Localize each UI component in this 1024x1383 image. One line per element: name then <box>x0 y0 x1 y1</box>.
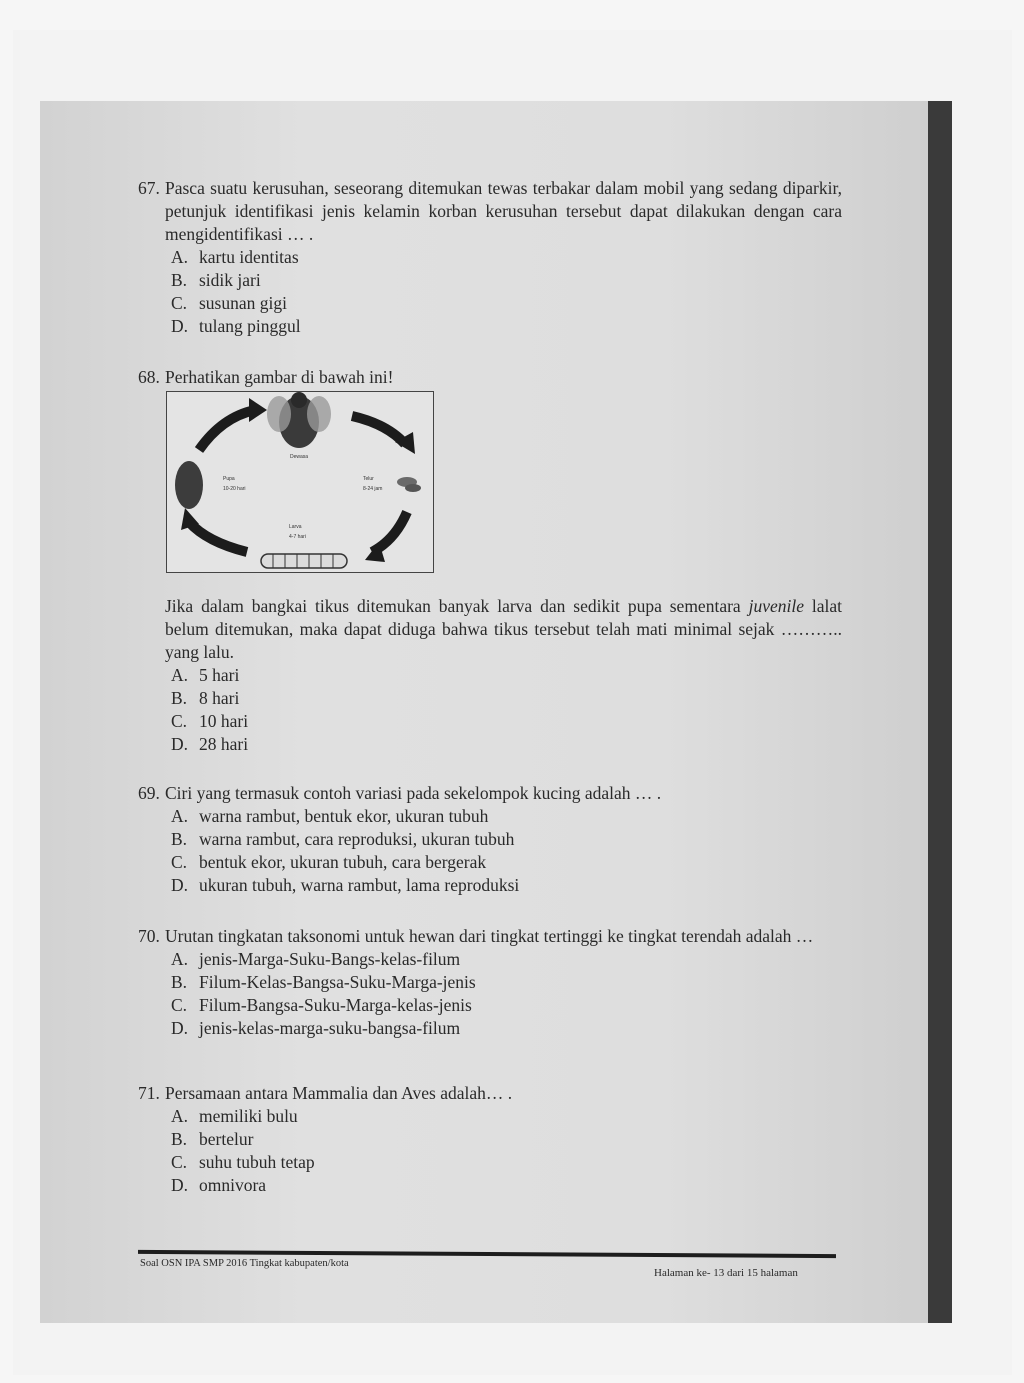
option-text: 28 hari <box>199 734 249 754</box>
option-text: tulang pinggul <box>199 316 301 336</box>
question-text <box>165 595 842 664</box>
option-text: 5 hari <box>199 665 240 685</box>
cycle-arrow-icon <box>199 410 255 450</box>
question-number: 67. <box>138 178 160 198</box>
options-list <box>171 246 842 338</box>
question-number: 70. <box>138 926 160 946</box>
option-text: susunan gigi <box>199 293 287 313</box>
option-a <box>171 805 842 828</box>
option-d <box>171 733 842 756</box>
footer-exam-title: Soal OSN IPA SMP 2016 Tingkat kabupaten/kota <box>140 1258 349 1269</box>
options-list <box>171 1105 842 1197</box>
option-text: memiliki bulu <box>199 1106 298 1126</box>
label-larva: Larva <box>289 524 302 530</box>
option-d <box>171 1017 842 1040</box>
option-letter: A. <box>171 806 189 826</box>
fly-life-cycle-figure <box>166 391 434 573</box>
option-letter: D. <box>171 734 189 754</box>
option-text: warna rambut, bentuk ekor, ukuran tubuh <box>199 806 489 826</box>
option-d <box>171 315 842 338</box>
option-letter: C. <box>171 293 188 313</box>
option-text: Filum-Kelas-Bangsa-Suku-Marga-jenis <box>199 972 476 992</box>
option-letter: A. <box>171 949 189 969</box>
option-text: ukuran tubuh, warna rambut, lama reproduksi <box>199 875 520 895</box>
label-larva-time: 4-7 hari <box>289 534 306 540</box>
larva-icon <box>261 554 347 568</box>
eggs-icon <box>397 477 421 492</box>
option-letter: D. <box>171 316 189 336</box>
option-letter: C. <box>171 711 188 731</box>
option-d <box>171 1174 842 1197</box>
option-letter: C. <box>171 852 188 872</box>
question-number: 71. <box>138 1083 160 1103</box>
option-letter: A. <box>171 665 189 685</box>
option-a <box>171 246 842 269</box>
option-text: sidik jari <box>199 270 261 290</box>
option-a <box>171 948 842 971</box>
option-b <box>171 687 842 710</box>
arrow-head-icon <box>249 398 267 422</box>
option-b <box>171 1128 842 1151</box>
option-text: omnivora <box>199 1175 267 1195</box>
option-text: jenis-kelas-marga-suku-bangsa-filum <box>199 1018 461 1038</box>
option-text: kartu identitas <box>199 247 299 267</box>
question-text: Pasca suatu kerusuhan, seseorang ditemukan tewas terbakar dalam mobil yang sedang diparkir, petunjuk identifikasi jenis kelamin korban kerusuhan tersebut dapat dilakukan dengan cara mengidentifikasi … . <box>165 178 842 244</box>
option-letter: A. <box>171 247 189 267</box>
question-text: Ciri yang termasuk contoh variasi pada sekelompok kucing adalah … . <box>165 783 662 803</box>
option-letter: C. <box>171 1152 188 1172</box>
label-telur: Telur <box>363 476 374 482</box>
option-c <box>171 1151 842 1174</box>
life-cycle-diagram <box>167 392 433 572</box>
question-text: Persamaan antara Mammalia dan Aves adalah… . <box>165 1083 513 1103</box>
option-text: jenis-Marga-Suku-Bangs-kelas-filum <box>199 949 461 969</box>
question-intro: Perhatikan gambar di bawah ini! <box>165 367 394 387</box>
option-c <box>171 994 842 1017</box>
options-list <box>171 948 842 1040</box>
question-71 <box>138 1082 842 1197</box>
label-telur-time: 8-24 jam <box>363 486 383 492</box>
options-list <box>171 664 842 756</box>
option-letter: B. <box>171 270 188 290</box>
option-text: 10 hari <box>199 711 249 731</box>
option-text: bentuk ekor, ukuran tubuh, cara bergerak <box>199 852 487 872</box>
options-list <box>171 805 842 897</box>
option-text: warna rambut, cara reproduksi, ukuran tubuh <box>199 829 515 849</box>
option-b <box>171 828 842 851</box>
option-a <box>171 1105 842 1128</box>
question-69 <box>138 782 842 897</box>
option-letter: B. <box>171 829 188 849</box>
option-text: 8 hari <box>199 688 240 708</box>
label-pupa: Pupa <box>223 476 235 482</box>
option-text: Filum-Bangsa-Suku-Marga-kelas-jenis <box>199 995 472 1015</box>
question-text: Urutan tingkatan taksonomi untuk hewan dari tingkat tertinggi ke tingkat terendah adalah … <box>165 926 814 946</box>
option-letter: B. <box>171 972 188 992</box>
question-number: 69. <box>138 783 160 803</box>
option-letter: C. <box>171 995 188 1015</box>
label-dewasa: Dewasa <box>289 454 309 460</box>
adult-fly-icon <box>267 392 331 448</box>
option-b <box>171 971 842 994</box>
label-pupa-time: 10-20 hari <box>223 486 246 492</box>
option-letter: D. <box>171 875 189 895</box>
pupa-icon <box>175 461 203 509</box>
option-c <box>171 710 842 733</box>
option-letter: B. <box>171 688 188 708</box>
question-number: 68. <box>138 367 160 387</box>
question-text-italic: juvenile <box>748 596 804 616</box>
option-a <box>171 664 842 687</box>
question-67 <box>138 177 842 338</box>
cycle-arrow-icon <box>352 416 405 444</box>
question-text-part2: lalat belum ditemukan, maka dapat diduga bahwa tikus tersebut telah mati minimal sejak ……….. yang lalu. <box>165 596 843 662</box>
question-text-part1: Jika dalam bangkai tikus ditemukan banyak larva dan sedikit pupa sementara <box>165 596 741 616</box>
option-c <box>171 292 842 315</box>
option-letter: B. <box>171 1129 188 1149</box>
option-letter: D. <box>171 1018 189 1038</box>
option-b <box>171 269 842 292</box>
question-70 <box>138 925 842 1040</box>
option-text: bertelur <box>199 1129 254 1149</box>
cycle-arrow-icon <box>189 522 247 552</box>
option-d <box>171 874 842 897</box>
question-68 <box>138 366 842 756</box>
option-c <box>171 851 842 874</box>
option-letter: D. <box>171 1175 189 1195</box>
option-text: suhu tubuh tetap <box>199 1152 315 1172</box>
footer-page-number: Halaman ke- 13 dari 15 halaman <box>654 1267 798 1279</box>
option-letter: A. <box>171 1106 189 1126</box>
